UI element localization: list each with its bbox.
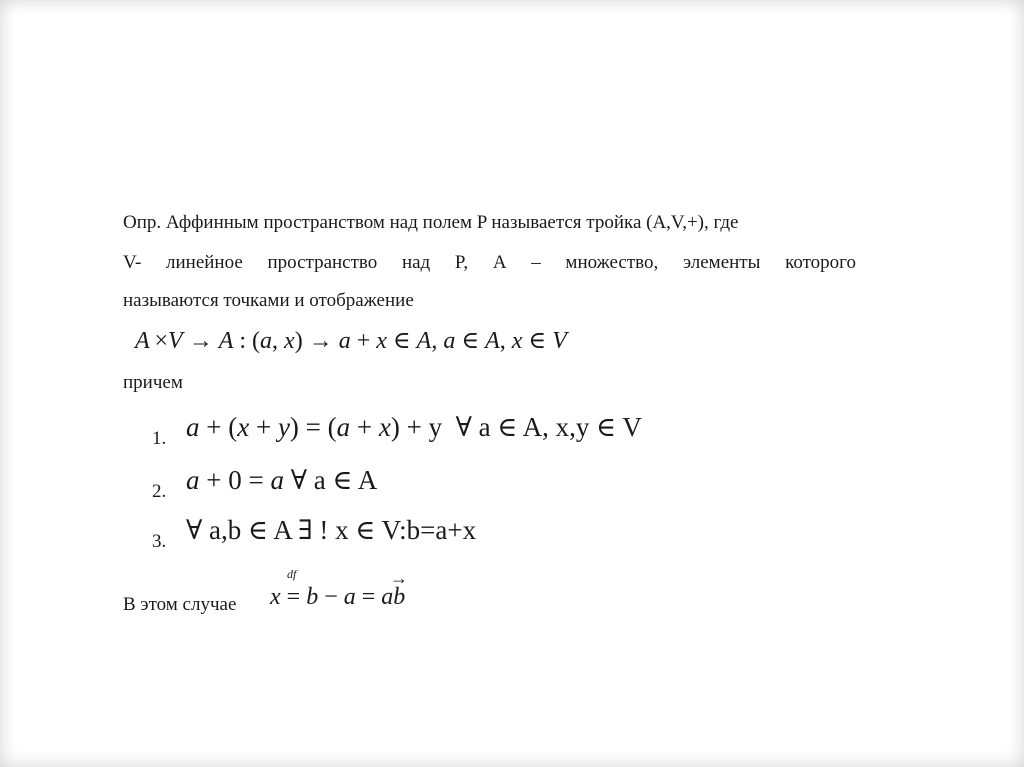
definition-line-2-word: V- xyxy=(123,252,142,273)
condition-intro: причем xyxy=(123,372,183,393)
definition-line-2-word: – xyxy=(531,252,541,273)
definition-line-2-word: линейное xyxy=(166,252,243,273)
conclusion-text: В этом случае xyxy=(123,594,237,615)
definition-line-2-word: множество, xyxy=(565,252,659,273)
condition-2-number: 2. xyxy=(152,481,167,502)
definition-line-2-word: над xyxy=(401,252,431,273)
definition-line-2-word: элементы xyxy=(682,252,761,273)
mapping-formula: A ×V → A : (a, x) → a + x ∈ A, a ∈ A, x ∈ V xyxy=(135,328,567,354)
vector-arrow: → xyxy=(390,568,408,588)
condition-1-formula: a + (x + y) = (a + x) + y ∀ a ∈ A, x,y ∈ V xyxy=(186,412,642,442)
definition-line-3: называются точками и отображение xyxy=(123,290,414,311)
definition-line-2-word: которого xyxy=(785,252,856,273)
definition-line-1: Опр. Аффинным пространством над полем P называется тройка (A,V,+), где xyxy=(123,212,739,233)
conclusion-formula: x = b − a = ab xyxy=(270,584,406,610)
condition-3-number: 3. xyxy=(152,531,167,552)
definition-line-2 xyxy=(123,253,856,272)
condition-3-formula: ∀ a,b ∈ A ∃ ! x ∈ V:b=a+x xyxy=(186,515,477,545)
condition-2-formula: a + 0 = a ∀ a ∈ A xyxy=(186,465,378,495)
definition-line-2-word: A xyxy=(492,252,507,273)
df-label: df xyxy=(287,567,297,581)
condition-1-number: 1. xyxy=(152,428,167,449)
definition-line-2-word: P, xyxy=(454,252,469,273)
definition-line-2-word: пространство xyxy=(267,252,378,273)
